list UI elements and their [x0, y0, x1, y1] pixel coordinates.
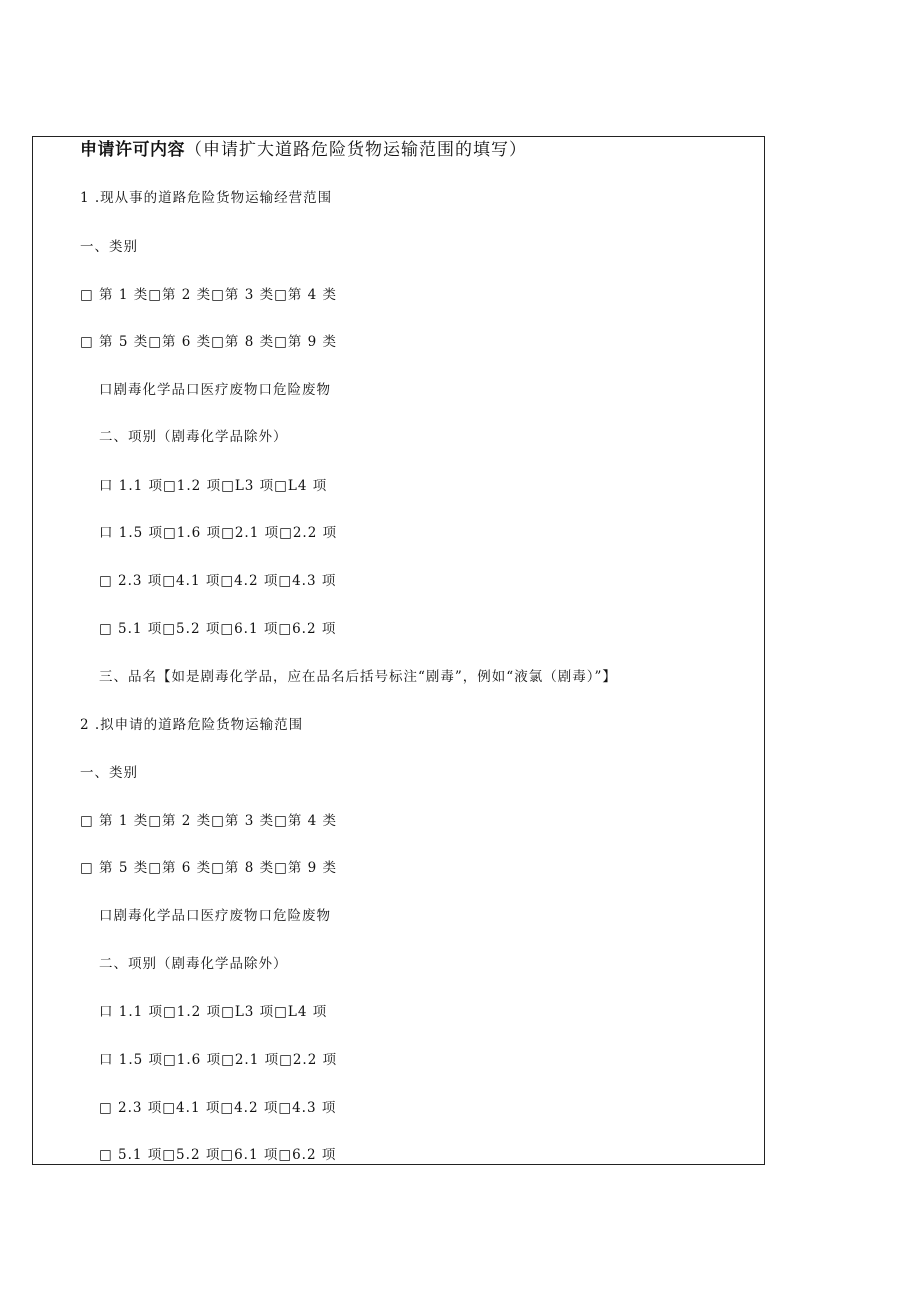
division-checkbox-row-7[interactable]: □ 2.3 项□4.1 项□4.2 项□4.3 项: [99, 1100, 337, 1116]
division-checkbox-row-2[interactable]: 口 1.5 项□1.6 项□2.1 项□2.2 项: [99, 525, 338, 541]
category-heading: 一、类别: [80, 239, 138, 255]
division-checkbox-row-5[interactable]: 口 1.1 项□1.2 项□L3 项□L4 项: [99, 1004, 328, 1020]
division-checkbox-row-1[interactable]: 口 1.1 项□1.2 项□L3 项□L4 项: [99, 478, 328, 494]
category-heading-2: 一、类别: [80, 765, 138, 781]
division-checkbox-row-3[interactable]: □ 2.3 项□4.1 项□4.2 项□4.3 项: [99, 573, 337, 589]
current-scope-heading: 1 .现从事的道路危险货物运输经营范围: [80, 190, 333, 206]
title-sub: （申请扩大道路危险货物运输范围的填写）: [185, 140, 527, 160]
special-checkbox-row[interactable]: 口剧毒化学品口医疗废物口危险废物: [99, 382, 331, 398]
section-title: [80, 139, 527, 161]
division-checkbox-row-4[interactable]: □ 5.1 项□5.2 项□6.1 项□6.2 项: [99, 621, 337, 637]
division-checkbox-row-8[interactable]: □ 5.1 项□5.2 项□6.1 项□6.2 项: [99, 1147, 337, 1163]
division-checkbox-row-6[interactable]: 口 1.5 项□1.6 项□2.1 项□2.2 项: [99, 1052, 338, 1068]
class-checkbox-row-4[interactable]: □ 第 5 类□第 6 类□第 8 类□第 9 类: [80, 860, 337, 876]
proposed-scope-heading: 2 .拟申请的道路危险货物运输范围: [80, 717, 304, 733]
division-heading-2: 二、项别（剧毒化学品除外）: [99, 956, 288, 972]
class-checkbox-row-3[interactable]: □ 第 1 类□第 2 类□第 3 类□第 4 类: [80, 813, 337, 829]
class-checkbox-row-1[interactable]: □ 第 1 类□第 2 类□第 3 类□第 4 类: [80, 287, 337, 303]
title-main: 申请许可内容: [80, 140, 185, 160]
special-checkbox-row-2[interactable]: 口剧毒化学品口医疗废物口危险废物: [99, 908, 331, 924]
class-checkbox-row-2[interactable]: □ 第 5 类□第 6 类□第 8 类□第 9 类: [80, 334, 337, 350]
division-heading: 二、项别（剧毒化学品除外）: [99, 429, 288, 445]
product-name-heading: 三、品名【如是剧毒化学品，应在品名后括号标注“剧毒”，例如“液氯（剧毒）”】: [99, 669, 617, 685]
